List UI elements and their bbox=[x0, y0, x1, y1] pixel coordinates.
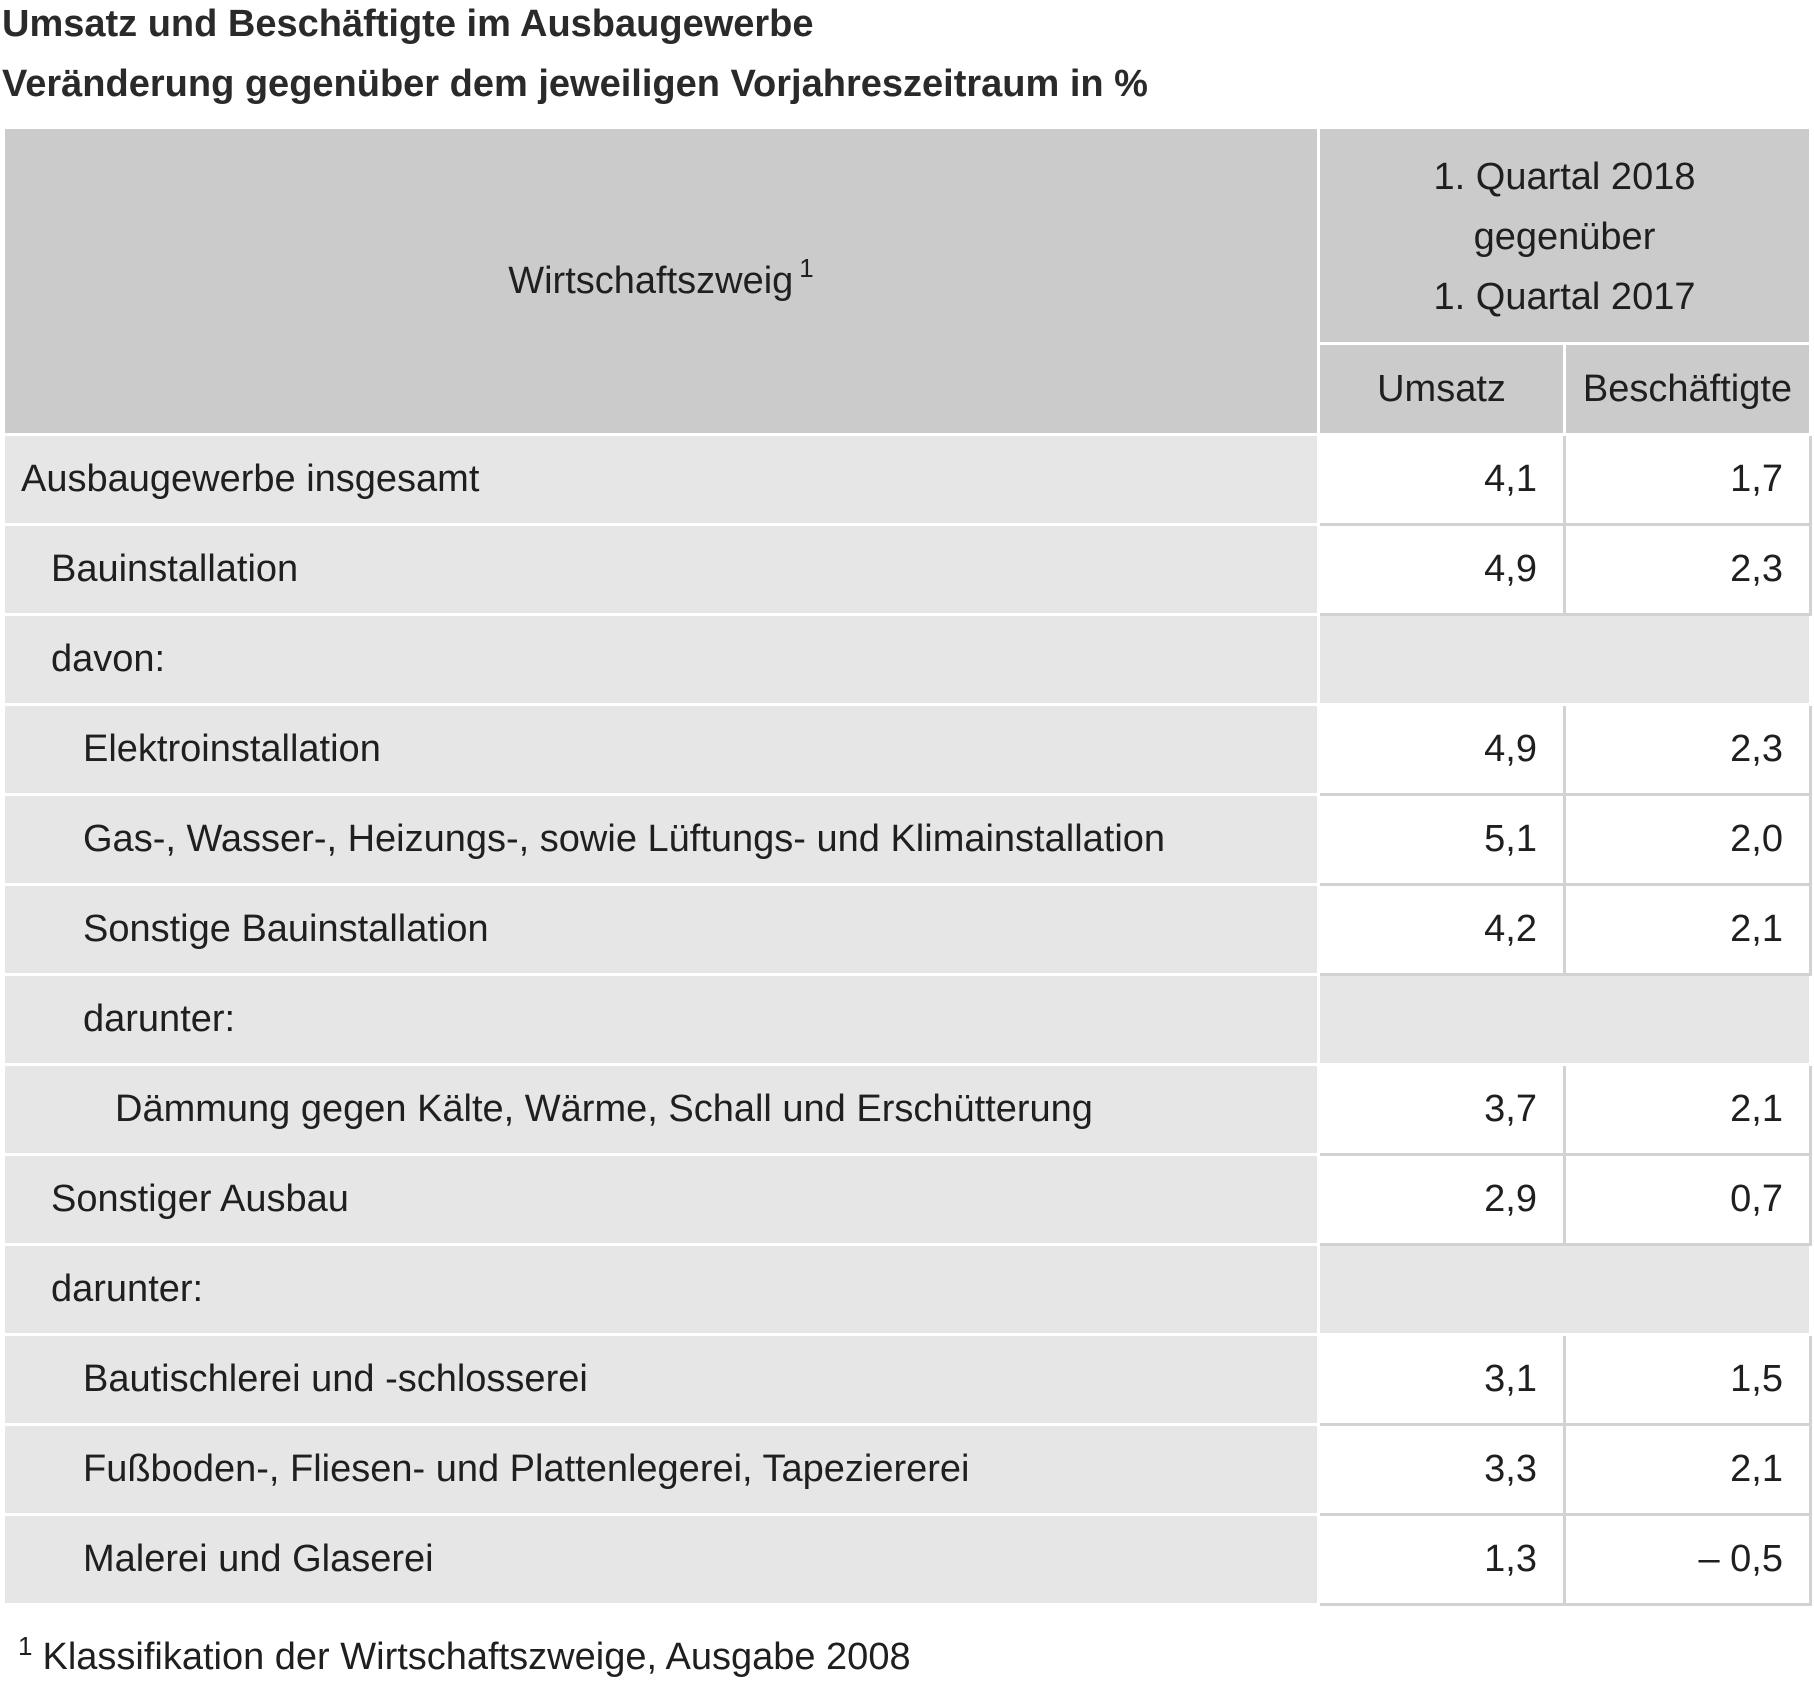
row-umsatz: 3,1 bbox=[1319, 1335, 1565, 1425]
table-row bbox=[4, 435, 1811, 525]
row-label: Gas-, Wasser-, Heizungs-, sowie Lüftungs- und Klimainstallation bbox=[4, 795, 1319, 885]
footnote-text: Klassifikation der Wirtschaftszweige, Ausgabe 2008 bbox=[42, 1636, 911, 1678]
table-row bbox=[4, 705, 1811, 795]
row-empty-values bbox=[1319, 1245, 1811, 1335]
row-label: Malerei und Glaserei bbox=[4, 1515, 1319, 1605]
row-beschaeftigte: – 0,5 bbox=[1565, 1515, 1811, 1605]
row-beschaeftigte: 1,7 bbox=[1565, 435, 1811, 525]
row-label: darunter: bbox=[4, 975, 1319, 1065]
table-row bbox=[4, 1515, 1811, 1605]
statistics-table bbox=[2, 126, 1812, 1606]
table-title bbox=[2, 0, 1148, 114]
row-umsatz: 2,9 bbox=[1319, 1155, 1565, 1245]
row-umsatz: 4,9 bbox=[1319, 705, 1565, 795]
row-label: davon: bbox=[4, 615, 1319, 705]
table-row bbox=[4, 1065, 1811, 1155]
row-beschaeftigte: 1,5 bbox=[1565, 1335, 1811, 1425]
table-row bbox=[4, 1335, 1811, 1425]
row-umsatz: 5,1 bbox=[1319, 795, 1565, 885]
table-row bbox=[4, 1155, 1811, 1245]
row-label: Sonstige Bauinstallation bbox=[4, 885, 1319, 975]
header-period-line-1: 1. Quartal 2018 bbox=[1433, 156, 1696, 198]
header-umsatz: Umsatz bbox=[1319, 344, 1565, 435]
footnote-marker: 1 bbox=[18, 1631, 33, 1661]
table-row bbox=[4, 615, 1811, 705]
row-label: darunter: bbox=[4, 1245, 1319, 1335]
row-empty-values bbox=[1319, 615, 1811, 705]
row-label: Bautischlerei und -schlosserei bbox=[4, 1335, 1319, 1425]
header-branch-label: Wirtschaftszweig bbox=[508, 259, 794, 302]
table-row bbox=[4, 1245, 1811, 1335]
row-label: Ausbaugewerbe insgesamt bbox=[4, 435, 1319, 525]
table-row bbox=[4, 885, 1811, 975]
row-umsatz: 4,2 bbox=[1319, 885, 1565, 975]
row-label: Sonstiger Ausbau bbox=[4, 1155, 1319, 1245]
row-label: Elektroinstallation bbox=[4, 705, 1319, 795]
header-period-line-2: gegenüber bbox=[1473, 216, 1656, 258]
header-branch bbox=[4, 128, 1319, 435]
row-umsatz: 3,7 bbox=[1319, 1065, 1565, 1155]
header-period bbox=[1319, 128, 1811, 344]
row-label: Dämmung gegen Kälte, Wärme, Schall und Erschütterung bbox=[4, 1065, 1319, 1155]
row-beschaeftigte: 2,1 bbox=[1565, 1065, 1811, 1155]
header-period-line-3: 1. Quartal 2017 bbox=[1433, 276, 1696, 318]
header-branch-footnote-marker: 1 bbox=[799, 252, 814, 283]
row-beschaeftigte: 2,3 bbox=[1565, 705, 1811, 795]
title-line-1: Umsatz und Beschäftigte im Ausbaugewerbe bbox=[2, 3, 814, 45]
table-row bbox=[4, 1425, 1811, 1515]
row-beschaeftigte: 2,0 bbox=[1565, 795, 1811, 885]
footnote bbox=[18, 1632, 911, 1685]
row-label: Bauinstallation bbox=[4, 525, 1319, 615]
row-umsatz: 3,3 bbox=[1319, 1425, 1565, 1515]
row-label: Fußboden-, Fliesen- und Plattenlegerei, Tapeziererei bbox=[4, 1425, 1319, 1515]
row-umsatz: 4,9 bbox=[1319, 525, 1565, 615]
row-beschaeftigte: 2,1 bbox=[1565, 885, 1811, 975]
row-beschaeftigte: 2,1 bbox=[1565, 1425, 1811, 1515]
row-beschaeftigte: 0,7 bbox=[1565, 1155, 1811, 1245]
table-row bbox=[4, 525, 1811, 615]
row-beschaeftigte: 2,3 bbox=[1565, 525, 1811, 615]
row-umsatz: 4,1 bbox=[1319, 435, 1565, 525]
table-row bbox=[4, 795, 1811, 885]
row-umsatz: 1,3 bbox=[1319, 1515, 1565, 1605]
row-empty-values bbox=[1319, 975, 1811, 1065]
table-row bbox=[4, 975, 1811, 1065]
header-beschaeftigte: Beschäftigte bbox=[1565, 344, 1811, 435]
title-line-2: Veränderung gegenüber dem jeweiligen Vorjahreszeitraum in % bbox=[2, 63, 1148, 105]
